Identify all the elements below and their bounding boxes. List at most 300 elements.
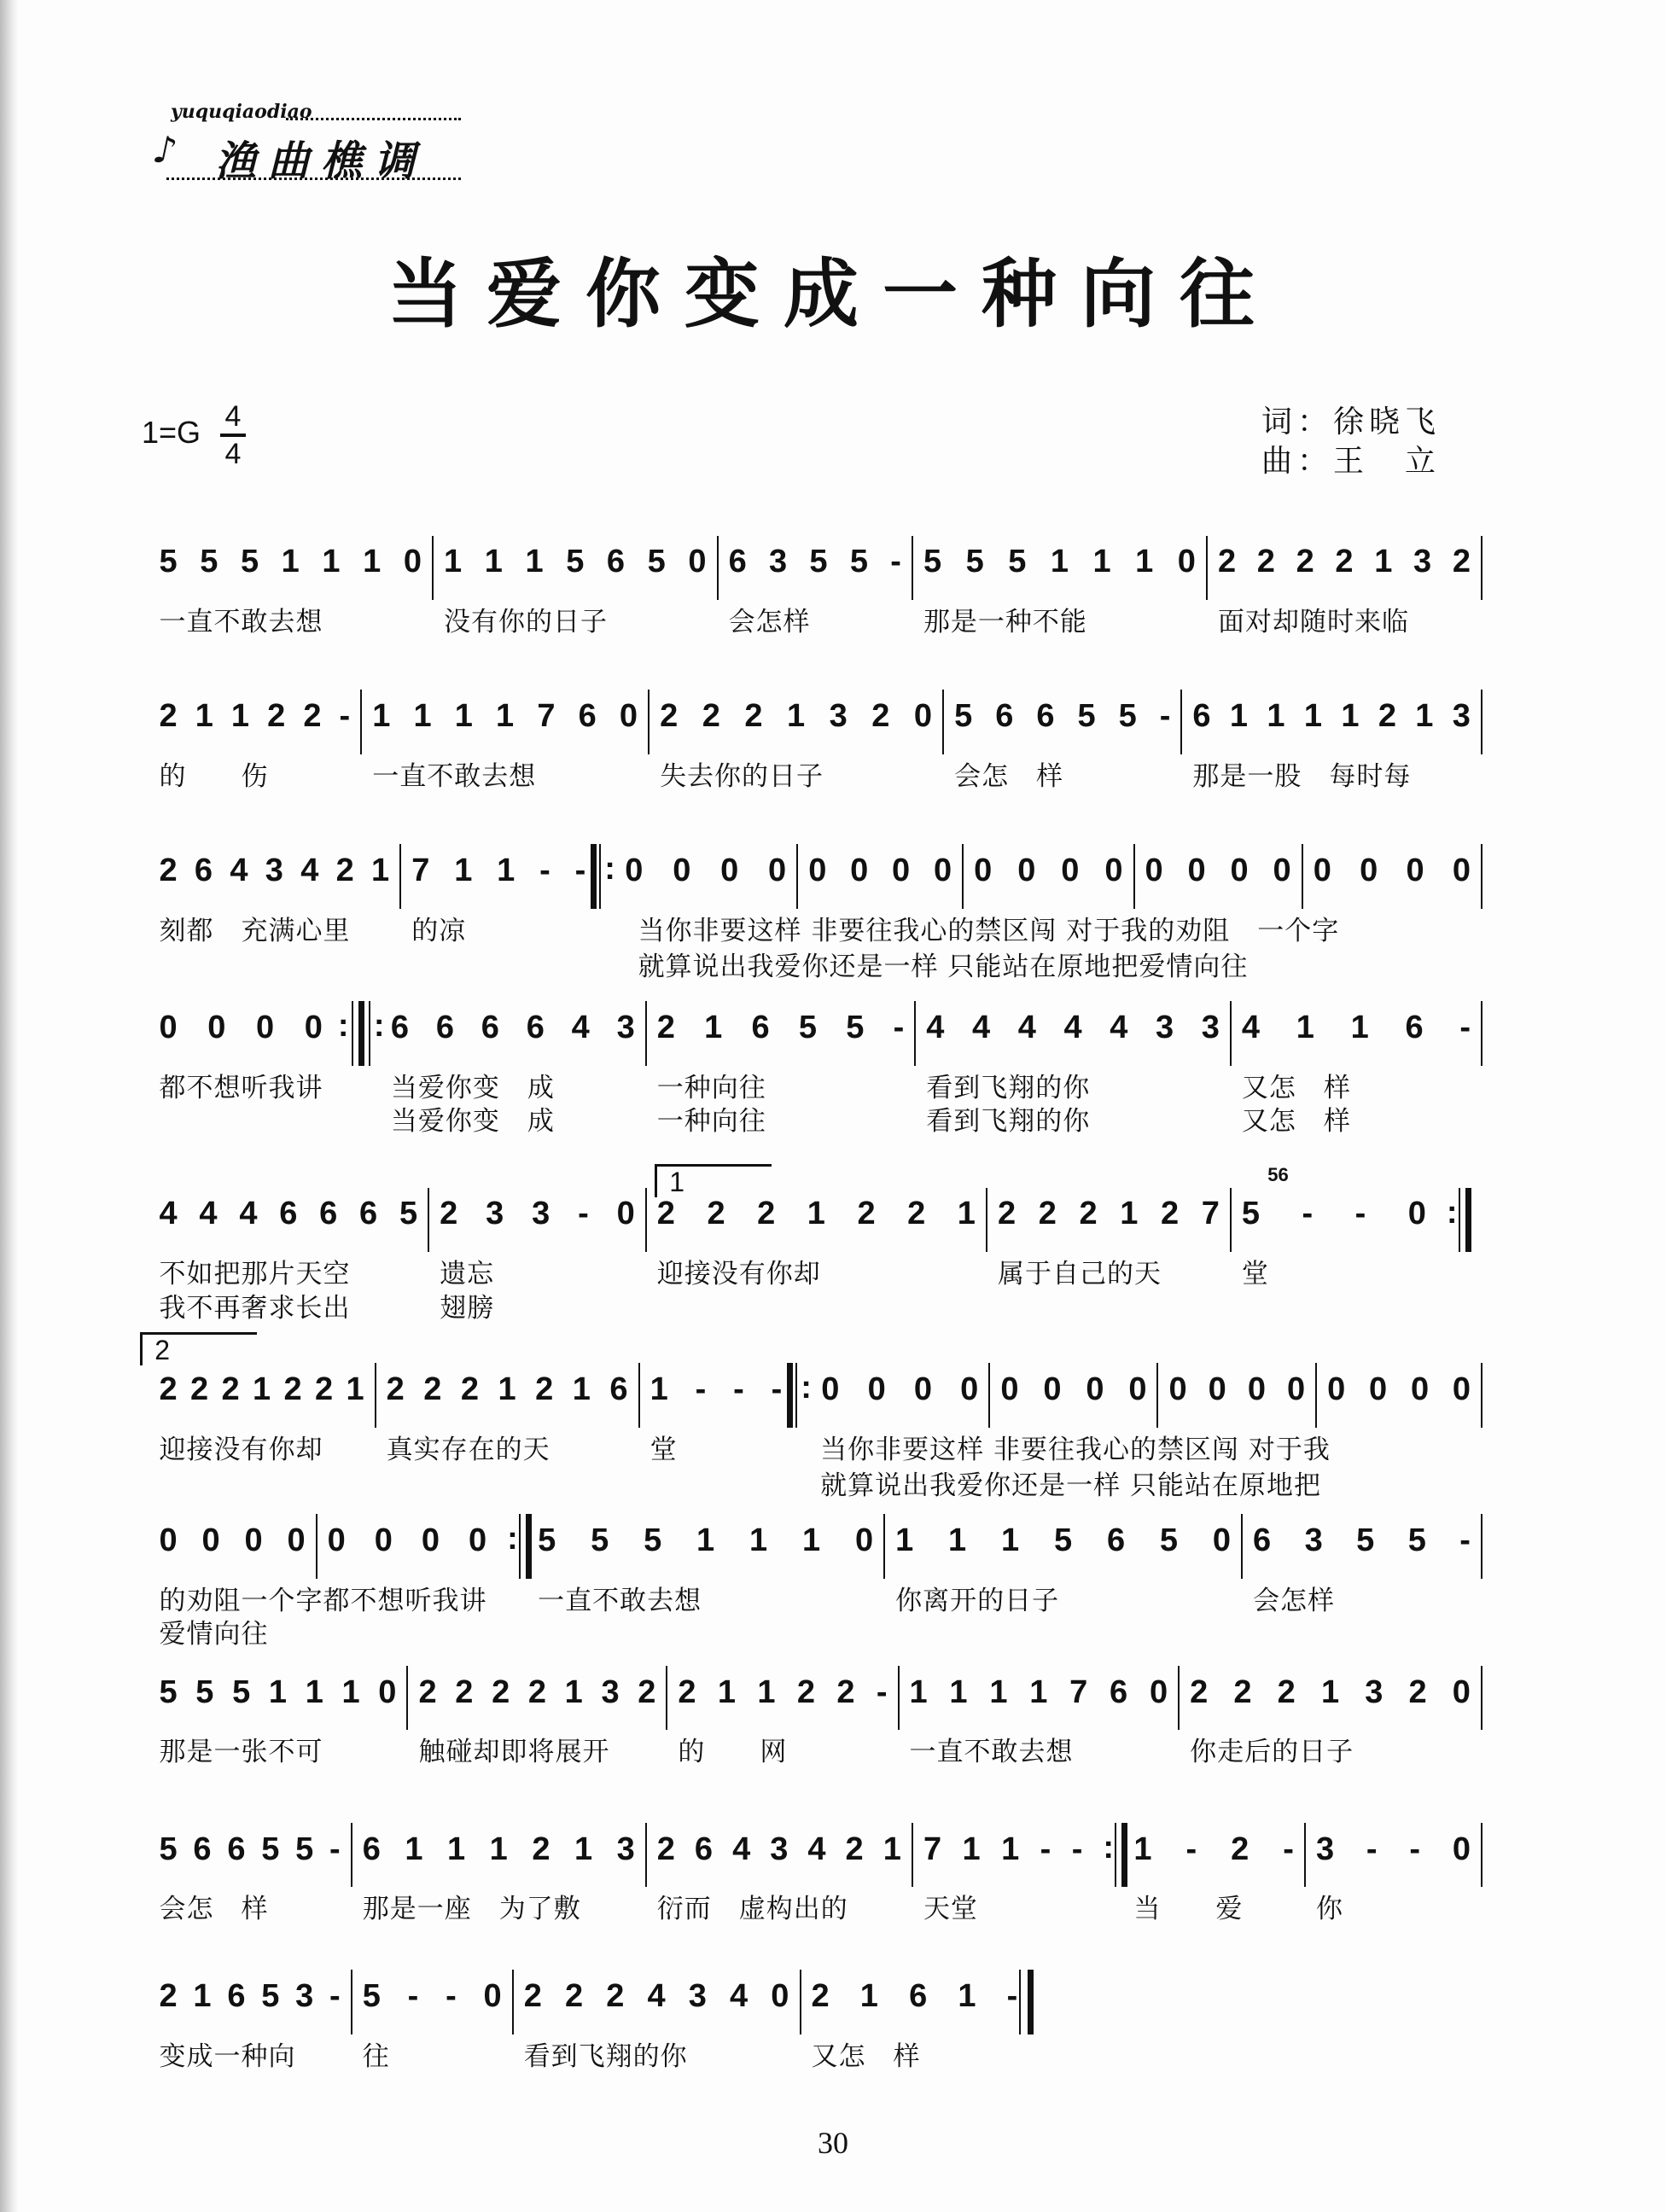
dash-note: - [446,1978,458,2015]
fraction-line [220,434,246,437]
note: 0 [913,1371,934,1407]
note: 4 [926,1009,947,1045]
measure-notes [657,1196,977,1232]
measure-notes [895,1522,1232,1559]
note: 6 [193,1831,213,1867]
note: 2 [386,1371,406,1407]
barline [432,536,434,601]
note: 0 [207,1009,228,1045]
measure-notes [328,1522,488,1559]
measure-notes [1145,853,1293,889]
note: 1 [1374,544,1395,580]
note: 3 [1413,544,1434,580]
barline [428,1188,429,1253]
note: 0 [1000,1371,1021,1407]
note: 6 [1110,1674,1130,1710]
barline-thick [591,844,597,909]
note: 2 [656,1196,677,1232]
note: 2 [1452,544,1472,580]
measure-notes [821,1371,980,1408]
note: 1 [1092,544,1113,580]
note: 5 [1241,1196,1262,1232]
note: 0 [1177,544,1197,580]
measure-notes [160,1371,366,1408]
measure-notes [657,1010,906,1046]
note: 1 [786,698,807,735]
note: 7 [923,1831,944,1867]
lyric-line: 看到飞翔的你 [926,1106,1091,1138]
note: 0 [771,1978,791,2015]
time-signature-bottom: 4 [224,438,242,470]
note: 1 [1001,1831,1022,1867]
note: 5 [923,544,944,580]
note: 0 [1407,1196,1428,1232]
note: 1 [989,1674,1010,1710]
note: 5 [362,1978,382,2015]
dash-note: - [1459,1009,1472,1045]
note: 1 [801,1522,823,1559]
note: 1 [1135,544,1156,580]
note: 0 [1360,852,1380,888]
measure-notes [538,1522,875,1559]
note: 0 [255,1009,277,1045]
barline-thick [358,1001,364,1066]
repeat-dots: : [337,1008,349,1045]
lyric-line: 那是一种不能 [923,607,1087,638]
measure-notes [524,1978,791,2015]
note: 1 [405,1831,425,1867]
measure-notes [160,1978,342,2015]
note: 2 [335,852,356,888]
lyric-line: 那是一股 每时每 [1192,760,1412,792]
dash-note: - [1459,1522,1472,1559]
note: 6 [227,1831,248,1867]
note: 6 [359,1196,380,1232]
note: 0 [378,1674,399,1710]
lyric-line: 一直不敢去想 [909,1737,1074,1768]
note: 0 [1369,1371,1389,1407]
note: 7 [537,698,557,735]
note: 2 [757,1196,778,1232]
lyric-line: 当爱你变 成 [390,1106,555,1138]
note: 3 [1452,698,1472,735]
note: 0 [1452,1371,1472,1407]
barline-thick [1028,1970,1034,2034]
measure-notes [1190,1674,1472,1711]
note: 1 [948,1522,969,1559]
note: 2 [1233,1674,1254,1710]
barline [898,1666,900,1731]
measure-notes [660,698,934,735]
dash-note: - [407,1978,421,2015]
repeat-dots: : [604,851,615,888]
lyric-line: 又怎 样 [1241,1106,1351,1138]
note: 3 [532,1196,552,1232]
repeat-dots: : [373,1008,385,1045]
note: 1 [650,1371,670,1407]
note: 2 [1217,544,1238,580]
barline [399,844,401,909]
note: 4 [230,852,250,888]
note: 6 [435,1009,456,1045]
lyric-line: 你 [1315,1894,1343,1925]
note: 3 [688,1978,708,2015]
note: 5 [1407,1522,1428,1559]
measure-notes [729,544,903,580]
lyric-line: 的 伤 [159,760,269,792]
note: 5 [159,1674,179,1710]
note: 2 [492,1674,512,1710]
spoken-lyric-line: 就算说出我爱你还是一样 只能站在原地把爱情向往 [638,952,1249,983]
lyric-line: 一种向往 [656,1106,766,1138]
note: 5 [954,698,975,735]
note: 1 [1341,698,1361,735]
note: 2 [440,1196,460,1232]
note: 1 [957,1196,977,1232]
note: 2 [527,1674,548,1710]
note: 5 [1008,544,1028,580]
note: 7 [411,852,432,888]
lyric-line: 会怎 样 [954,760,1064,792]
barline [645,1188,647,1253]
note: 4 [239,1196,259,1232]
note: 2 [871,698,892,735]
lyric-line: 一种向往 [656,1072,766,1103]
note: 4 [732,1831,753,1867]
note: 0 [1452,852,1472,888]
measure-notes [391,1010,637,1046]
note: 1 [372,698,393,735]
note: 5 [240,544,261,580]
barline [1481,1363,1483,1428]
note: 1 [1029,1674,1050,1710]
note: 3 [1201,1009,1221,1045]
lyric-line: 会怎样 [728,607,811,638]
note: 0 [1452,1674,1472,1710]
note: 2 [423,1371,444,1407]
note: 1 [883,1831,903,1867]
barline [645,1823,647,1888]
lyric-line: 没有你的日子 [444,607,609,638]
note: 5 [1118,698,1139,735]
logo-pinyin: yuquqiaodiao [171,101,312,123]
note: 1 [572,1371,592,1407]
note: 2 [159,698,179,735]
lyric-line: 看到飞翔的你 [523,2040,688,2072]
note: 2 [1160,1196,1181,1232]
note: 1 [895,1522,916,1559]
note: 6 [319,1196,340,1232]
note: 2 [836,1674,857,1710]
lyric-line: 都不想听我讲 [159,1072,323,1103]
barline-thick [1121,1823,1127,1888]
note: 0 [768,852,789,888]
note: 1 [498,1371,518,1407]
lyric-line: 当 爱 [1133,1894,1244,1925]
note: 1 [322,544,342,580]
lyric-line: 迎接没有你却 [159,1434,323,1465]
note: 0 [619,698,639,735]
barline [375,1363,376,1428]
barline [1180,690,1182,754]
lyric-line: 触碰却即将展开 [418,1737,610,1768]
note: 5 [295,1831,316,1867]
note: 6 [909,1978,929,2015]
measure-notes [372,698,639,735]
note: 0 [1452,1831,1472,1867]
note: 1 [497,852,517,888]
note: 2 [1190,1674,1210,1710]
note: 1 [1267,698,1287,735]
note: 2 [707,1196,727,1232]
note: 2 [1378,698,1398,735]
lyric-line: 变成一种向 [159,2040,296,2072]
note: 1 [413,698,434,735]
note: 1 [564,1674,585,1710]
barline [912,536,913,601]
repeat-dots: : [1103,1829,1115,1866]
note: 5 [965,544,986,580]
song-title: 当爱你变成一种向往 [387,249,1279,338]
note: 3 [1304,1522,1325,1559]
lyric-line: 那是一张不可 [159,1737,323,1768]
note: 5 [846,1009,866,1045]
note: 0 [287,1522,307,1559]
barline [1481,690,1483,754]
note: 4 [730,1978,750,2015]
lyric-line: 一直不敢去想 [538,1586,702,1617]
note: 6 [995,698,1016,735]
barline [1481,1001,1483,1066]
note: 0 [616,1196,637,1232]
measure-notes [444,544,708,580]
note: 1 [1415,698,1436,735]
note: 7 [1069,1674,1090,1710]
repeat-dots: : [1446,1194,1458,1231]
barline [1304,1823,1306,1888]
note: 6 [1405,1009,1425,1045]
measure-notes [812,1978,1020,2015]
lyric-line: 我不再奢求长出 [159,1292,351,1324]
note: 5 [809,544,830,580]
note: 5 [195,1674,216,1710]
note: 2 [190,1371,211,1407]
note: 0 [1145,852,1165,888]
grace-note: 56 [1267,1163,1289,1185]
repeat-dots: : [801,1369,812,1406]
note: 2 [532,1831,552,1867]
note: 4 [300,852,321,888]
note: 5 [159,1831,179,1867]
note: 1 [193,1978,213,2015]
note: 5 [1356,1522,1377,1559]
note: 1 [454,698,475,735]
measure-notes [1316,1831,1472,1868]
lyric-line: 那是一座 为了敷 [362,1894,581,1925]
dash-note: - [1283,1831,1296,1867]
note: 2 [418,1674,439,1710]
note: 0 [483,1978,504,2015]
note: 5 [798,1009,818,1045]
note: 0 [1286,1371,1308,1407]
note: 0 [1410,1371,1431,1407]
note: 0 [933,852,954,888]
note: 2 [702,698,722,735]
barline [1115,1823,1116,1888]
barline [1302,844,1303,909]
measure-notes [1133,1831,1296,1868]
note: 0 [913,698,935,735]
note: 6 [1036,698,1057,735]
barline [1315,1363,1317,1428]
lyric-line: 真实存在的天 [386,1434,550,1465]
note: 0 [867,1371,888,1407]
note: 5 [849,544,870,580]
note: 6 [694,1831,715,1867]
barline [352,1001,353,1066]
dash-note: - [329,1978,342,2015]
measure-notes [808,853,953,889]
dash-note: - [1159,698,1173,735]
note: 2 [460,1371,481,1407]
note: 6 [1253,1522,1273,1559]
note: 1 [489,1831,510,1867]
lyric-line: 又怎 样 [811,2040,921,2072]
barline [796,844,798,909]
note: 1 [1050,544,1070,580]
lyric-line: 的 网 [678,1737,788,1768]
lyric-line: 又怎 样 [1241,1072,1351,1103]
spoken-lyric-line: 就算说出我爱你还是一样 只能站在原地把 [820,1470,1321,1502]
barline [1156,1363,1158,1428]
note: 2 [159,1371,179,1407]
note: 6 [526,1009,546,1045]
note: 2 [845,1831,865,1867]
note: 6 [279,1196,300,1232]
note: 5 [261,1978,282,2015]
lyric-line: 堂 [1241,1259,1269,1290]
note: 1 [253,1371,273,1407]
barline [1178,1666,1180,1731]
note: 4 [159,1196,179,1232]
note: 5 [647,544,667,580]
dash-note: - [771,1371,784,1407]
note: 3 [770,1831,790,1867]
dash-note: - [339,698,352,735]
barline [351,1970,352,2034]
barline [648,690,650,754]
note: 2 [606,1978,626,2015]
barline [638,1363,640,1428]
key-signature: 1=G [142,415,201,450]
note: 0 [808,852,829,888]
measure-notes [657,1831,903,1868]
measure-notes [418,1674,657,1711]
note: 0 [854,1522,876,1559]
note: 6 [481,1009,501,1045]
note: 2 [283,1371,304,1407]
barline [1481,1666,1483,1731]
note: 0 [327,1522,347,1559]
barline [914,1001,916,1066]
lyric-line: 的凉 [411,915,467,946]
spoken-lyric-line: 当你非要这样 非要往我心的禁区闯 对于我的劝阻 一个字 [638,915,1340,946]
note: 1 [717,1674,738,1710]
note: 5 [644,1522,664,1559]
note: 0 [1149,1674,1170,1710]
note: 6 [194,852,215,888]
measure-notes [625,853,788,889]
note: 1 [525,544,545,580]
lyric-line: 看到飞翔的你 [926,1072,1091,1103]
note: 2 [564,1978,585,2015]
note: 5 [1077,698,1098,735]
note: 4 [971,1009,993,1045]
dash-note: - [1006,1978,1020,2015]
note: 5 [232,1674,253,1710]
measure-notes [974,853,1124,889]
note: 5 [591,1522,611,1559]
dash-note: - [733,1371,746,1407]
dash-note: - [1040,1831,1053,1867]
note: 2 [638,1674,658,1710]
note: 3 [1155,1009,1176,1045]
measure-notes [678,1674,888,1711]
note: 0 [1406,852,1426,888]
barline-thick [1465,1188,1471,1253]
dash-note: - [1409,1831,1423,1867]
note: 1 [281,544,301,580]
note: 2 [535,1371,556,1407]
note: 1 [484,544,504,580]
barline [360,690,362,754]
note: 1 [195,698,215,735]
note: 6 [578,698,598,735]
lyric-line: 失去你的日子 [660,760,824,792]
note: 2 [315,1371,335,1407]
note: 1 [454,852,475,888]
barline [519,1514,521,1579]
lyric-line: 你离开的日子 [895,1586,1060,1617]
dash-note: - [876,1674,889,1710]
dash-note: - [1185,1831,1199,1867]
note: 1 [1320,1674,1342,1710]
note: 3 [601,1674,621,1710]
note: 0 [1327,1371,1348,1407]
note: 0 [1061,852,1081,888]
note: 6 [1106,1522,1127,1559]
note: 2 [1277,1674,1297,1710]
note: 0 [159,1522,179,1559]
measure-notes [363,1831,637,1868]
note: 0 [1168,1371,1189,1407]
barline [666,1666,667,1731]
barline [795,1363,797,1428]
barline [1206,536,1208,601]
dash-note: - [1366,1831,1379,1867]
note: 2 [811,1978,831,2015]
note: 0 [201,1522,222,1559]
note: 1 [305,1674,325,1710]
note: 2 [744,698,765,735]
lyric-line: 会怎 样 [159,1894,269,1925]
note: 2 [267,698,288,735]
note: 1 [496,698,516,735]
note: 6 [728,544,749,580]
measure-notes [1192,698,1472,735]
note: 0 [720,852,741,888]
note: 1 [696,1522,717,1559]
